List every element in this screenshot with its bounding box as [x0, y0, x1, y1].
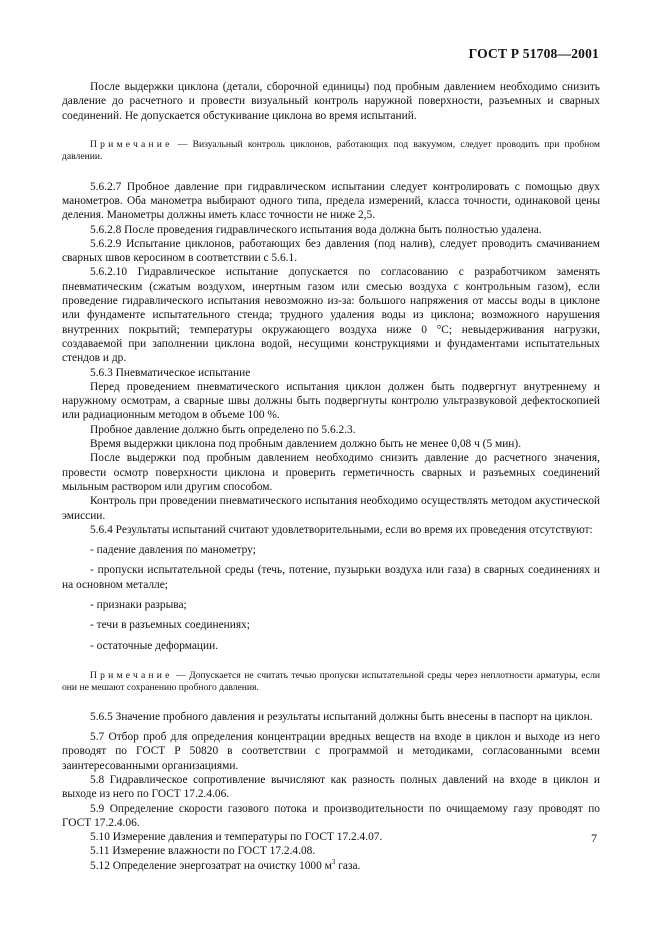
page-number: 7 [591, 831, 597, 845]
clause-5-6-2-8: 5.6.2.8 После проведения гидравлического испытания вода должна быть полностью удалена. [90, 223, 542, 236]
list-item-leak-medium: - пропуски испытательной среды (течь, потение, пузырьки воздуха или газа) в сварных соединениях и на основном металле; [62, 564, 600, 591]
clause-5-12: 5.12 Определение энергозатрат на очистку 1000 $м^3$ газа. [90, 857, 361, 872]
clause-5-6-2-7: 5.6.2.7 Пробное давление при гидравлическом испытании следует контролировать с помощью двух манометров. Оба манометра выбирают одного типа, предела измерений, класса точности, одинаковой цены деления. Манометры должны иметь класс точности не ниже 2,5. [62, 180, 600, 222]
clause-5-6-3-holding-time: Время выдержки циклона под пробным давлением должно быть не менее 0,08 ч (5 мин). [90, 438, 522, 451]
paragraph-after-holding: После выдержки циклона (детали, сборочной единицы) под пробным давлением необходимо снизить давление до расчетного и провести визуальный контроль наружной поверхности, разъемных и сварных соединений. Не допускается обстукивание циклона во время испытаний. [62, 81, 600, 122]
clause-5-7: 5.7 Отбор проб для определения концентрации вредных веществ на входе в циклон и выходе из него проводят по ГОСТ Р 50820 в соответствии с программой и методиками, согласованными всеми заинтересованными организациями. [62, 731, 600, 772]
clause-5-10: 5.10 Измерение давления и температуры по ГОСТ 17.2.4.07. [90, 831, 383, 844]
clause-5-11: 5.11 Измерение влажности по ГОСТ 17.2.4.08. [90, 845, 316, 858]
note-label: Примечание [90, 669, 173, 681]
clause-5-6-2-10: 5.6.2.10 Гидравлическое испытание допускается по согласованию с разработчиком заменять пневматическим (сжатым воздухом, инертным газом или смесью воздуха с контрольным газом), если проведение гидравлического испытания невозможно из-за: большого напряжения от массы воды в циклоне или фундаменте испытательного стенда; трудного удаления воды из циклона; возможного нарушения внутренних покрытий; температуры окружающего воздуха ниже 0 °С; невыдерживания нагрузки, создаваемой при заполнении циклона водой, несущими конструкциями и фундаментами испытательных стендов и др. [62, 266, 600, 365]
note-text: — Визуальный контроль циклонов, работающих под вакуумом, следует проводить при пробном давлении. [62, 138, 600, 163]
list-item-pressure-drop: - падение давления по манометру; [90, 544, 256, 557]
note-label: Примечание [90, 138, 173, 150]
document-body [62, 80, 600, 873]
list-item-rupture: - признаки разрыва; [90, 599, 187, 612]
clause-5-6-4: 5.6.4 Результаты испытаний считают удовлетворительными, если во время их проведения отсутствуют: [90, 523, 593, 536]
clause-5-6-3-after-holding: После выдержки под пробным давлением необходимо снизить давление до расчетного значения, провести осмотр поверхности циклона и проверить герметичность сварных и разъемных соединений мыльным раствором или другим способом. [62, 452, 600, 493]
cubic-superscript: 3 [331, 857, 336, 866]
clause-5-6-3-acoustic: Контроль при проведении пневматического испытания необходимо осуществлять методом акустической эмиссии. [62, 495, 600, 522]
list-item-joint-leak: - течи в разъемных соединениях; [90, 619, 250, 632]
clause-5-6-2-9: 5.6.2.9 Испытание циклонов, работающих без давления (под налив), следует проводить смачиванием сварных швов керосином в соответствии с 5.6.1. [62, 237, 600, 265]
clause-5-6-5: 5.6.5 Значение пробного давления и результаты испытаний должны быть внесены в паспорт на циклон. [90, 710, 593, 723]
clause-5-6-3-inspection: Перед проведением пневматического испытания циклон должен быть подвергнут внутреннему и наружному осмотрам, а сварные швы должны быть подвергнуты контролю ультразвуковой дефектоскопией или радиационным методом в объеме 100 %. [62, 380, 600, 422]
document-header-id: ГОСТ Р 51708—2001 [468, 46, 599, 61]
clause-5-9: 5.9 Определение скорости газового потока и производительности по очищаемому газу проводят по ГОСТ 17.2.4.06. [62, 802, 600, 829]
clause-5-6-3-heading: 5.6.3 Пневматическое испытание [90, 366, 251, 379]
clause-5-8: 5.8 Гидравлическое сопротивление вычисляют как разность полных давлений на входе в циклон и выходе из него по ГОСТ 17.2.4.06. [62, 773, 600, 801]
list-item-deformation: - остаточные деформации. [90, 639, 219, 652]
clause-5-6-3-test-pressure: Пробное давление должно быть определено по 5.6.2.3. [90, 423, 356, 436]
note-fittings [62, 670, 600, 695]
note-visual-control [62, 139, 600, 164]
note-text: — Допускается не считать течью пропуски испытательной среды через неплотности арматуры, если они не мешают сохранению пробного давления. [62, 669, 600, 694]
